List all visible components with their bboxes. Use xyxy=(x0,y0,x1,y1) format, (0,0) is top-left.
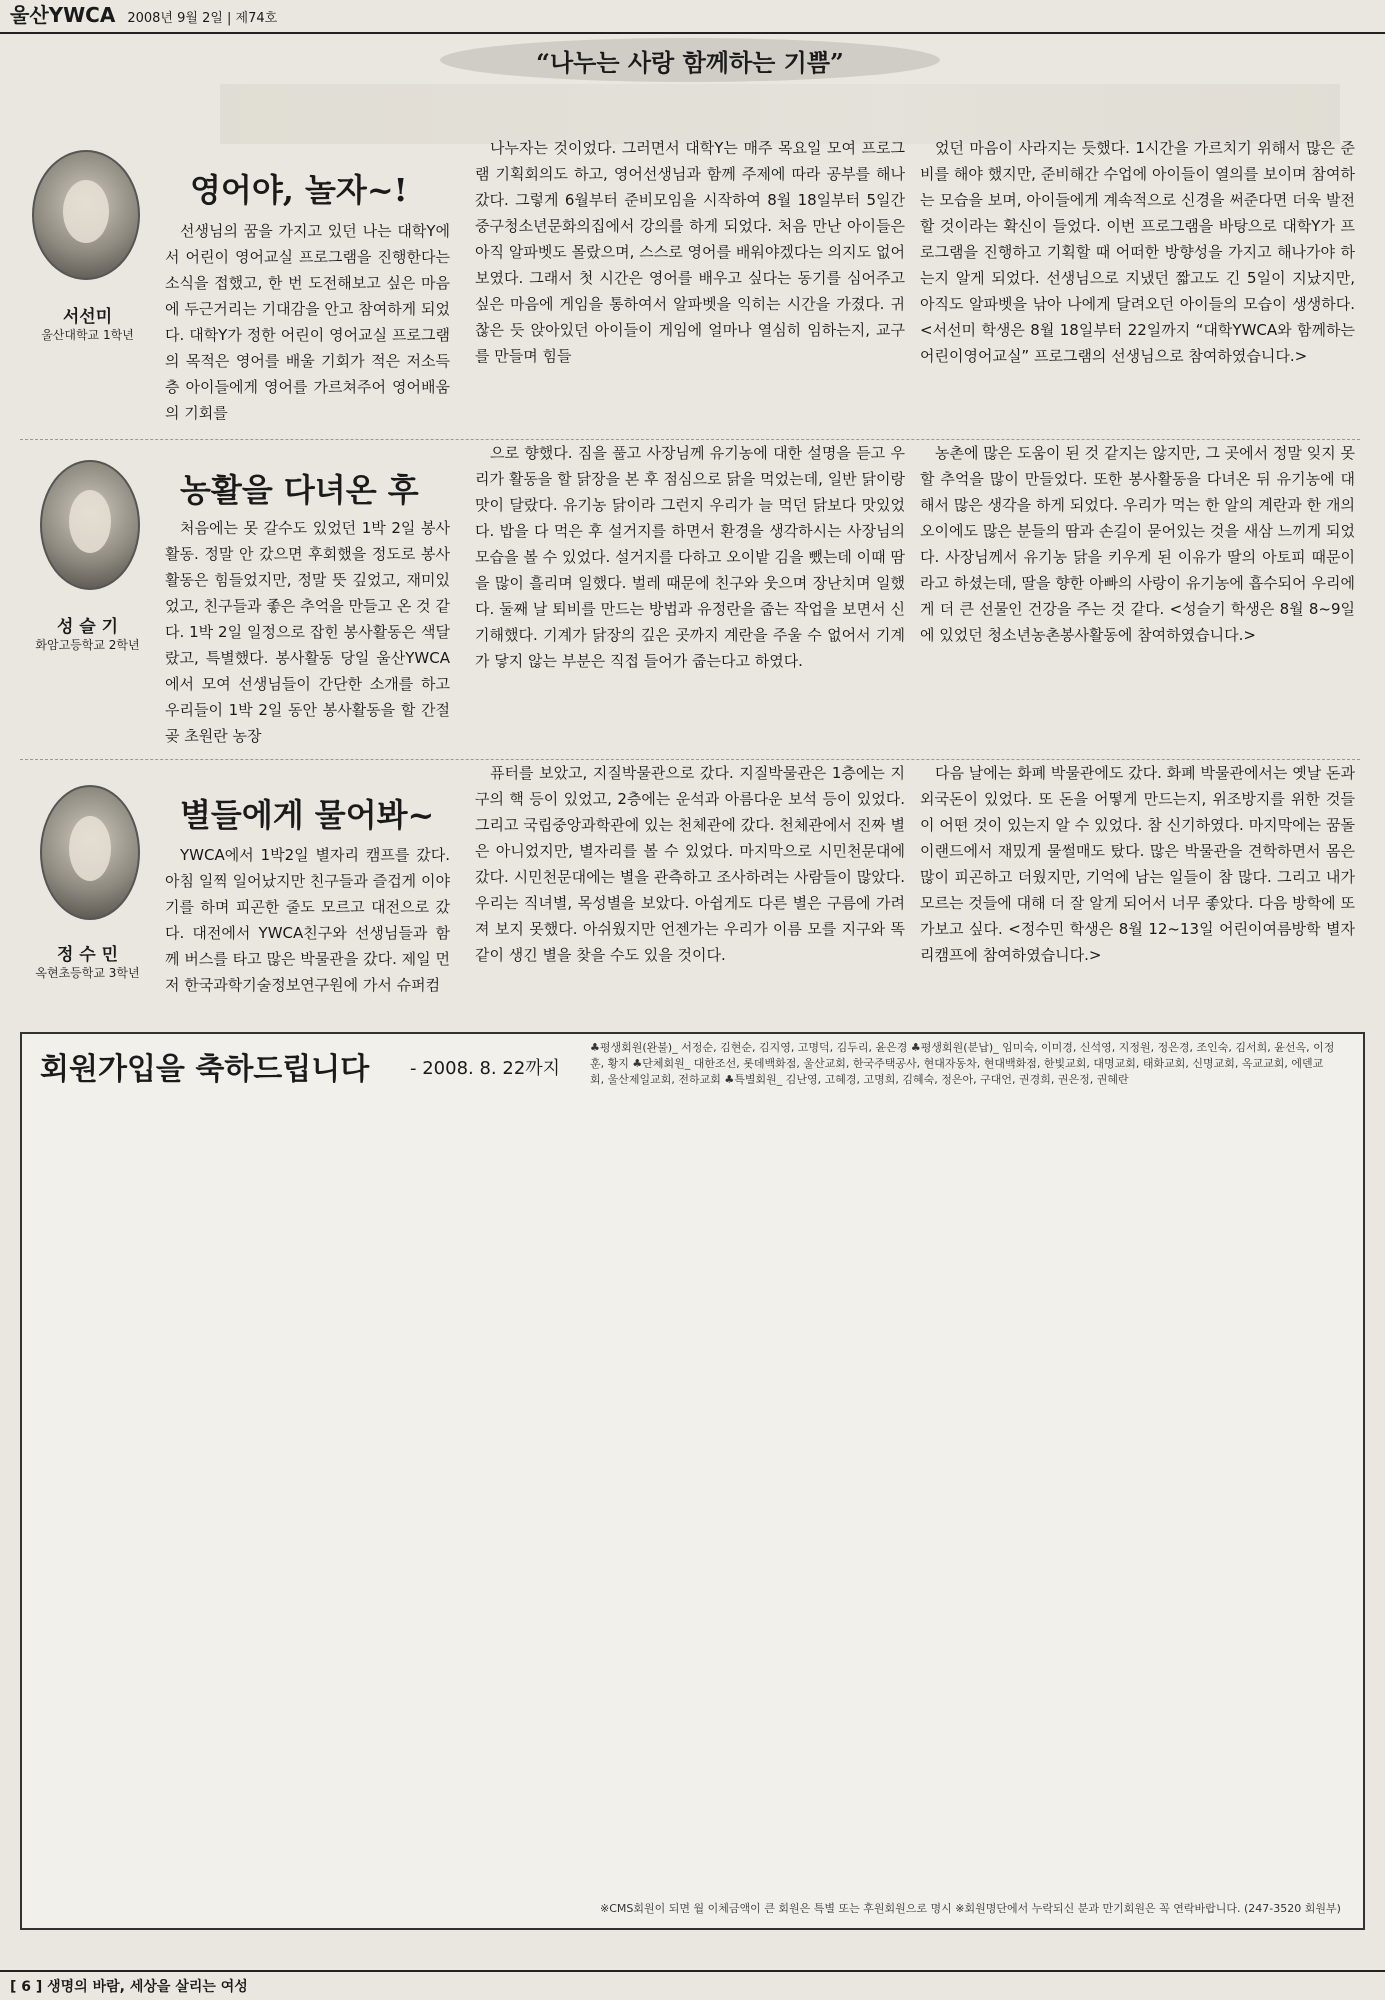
member-box-date: - 2008. 8. 22까지 xyxy=(410,1058,561,1079)
member-name-list xyxy=(40,1092,1340,1882)
author-name: 정 수 민 xyxy=(56,945,119,965)
page-footer: [ 6 ] 생명의 바람, 세상을 살리는 여성 xyxy=(0,1970,1385,2000)
member-category-list: ♣평생회원(완불)_ 서정순, 김현순, 김지영, 고명덕, 김두리, 윤은경 ♣평생회원(분납)_ 임미숙, 이미경, 신석영, 지정원, 정은경, 조인숙, 김서희, 윤선옥, 이정훈, 황지 ♣단체회원_ 대한조선, 롯데백화점, 울산교회, 한국주택공사, 현대자동차, 현대백화점, 한빛교회, 대명교회, 태화교회, 신명교회, 옥교교회, 에덴교회, 울산제일교회, 전하교회 ♣특별회원_ 김난영, 고혜경, 고명희, 김혜숙, 정은아, 구대언, 권경희, 권은정, 권혜란 xyxy=(590,1041,1335,1086)
page-header xyxy=(0,0,1385,34)
article-column-1 xyxy=(20,218,450,433)
member-box-title: 회원가입을 축하드립니다 xyxy=(40,1052,370,1087)
article-column-1 xyxy=(20,842,450,1018)
page-banner: “나누는 사랑 함께하는 기쁨” xyxy=(440,38,940,82)
article-english xyxy=(20,100,1360,440)
article-column-2 xyxy=(475,135,905,435)
issue-date: 2008년 9월 2일 | 제74호 xyxy=(127,11,278,26)
article-paragraph: 선생님의 꿈을 가지고 있던 나는 대학Y에서 어린이 영어교실 프로그램을 진행한다는 소식을 접했고, 한 번 도전해보고 싶은 마음에 두근거리는 기대감을 안고 참여하게 되었다. 대학Y가 정한 어린이 영어교실 프로그램의 목적은 영어를 배울 기회가 적은 저소득층 아이들에게 영어를 가르쳐주어 영어배움의 기회를 xyxy=(165,222,450,422)
article-column-1 xyxy=(20,515,450,755)
article-paragraph: 다음 날에는 화폐 박물관에도 갔다. 화폐 박물관에서는 옛날 돈과 외국돈이 있었다. 또 돈을 어떻게 만드는지, 위조방지를 위한 것들이 어떤 것이 있는지 알 수 있었다. 참 신기하였다. 마지막에는 꿈돌이랜드에서 재밌게 물썰매도 탔다. 많은 박물관을 견학하면서 몸은 많이 피곤하고 더웠지만, 기억에 남는 일들이 참 많다. 그리고 내가 모르는 것들에 대해 더 잘 알게 되어서 너무 좋았다. 다음 방학에 또 가보고 싶다. <정수민 학생은 8월 12~13일 어린이여름방학 별자리캠프에 참여하였습니다.> xyxy=(920,764,1355,964)
article-farm xyxy=(20,440,1360,760)
article-title: 영어야, 놀자~! xyxy=(190,171,408,209)
article-paragraph: 처음에는 못 갈수도 있었던 1박 2일 봉사활동. 정말 안 갔으면 후회했을 정도로 봉사활동은 힘들었지만, 정말 뜻 깊었고, 재미있었고, 친구들과 좋은 추억을 만들고 온 것 같다. 1박 2일 일정으로 잡힌 봉사활동은 색달랐고, 특별했다. 봉사활동 당일 울산YWCA에서 모여 선생님들이 간단한 소개를 하고 우리들이 1박 2일 동안 봉사활동을 할 간절곶 초원란 농장 xyxy=(165,519,450,745)
article-column-3 xyxy=(920,760,1355,1018)
article-column-2 xyxy=(475,760,905,1018)
article-paragraph: YWCA에서 1박2일 별자리 캠프를 갔다. 아침 일찍 일어났지만 친구들과 즐겁게 이야기를 하며 피곤한 줄도 모르고 대전으로 갔다. 대전에서 YWCA친구와 선생님들과 함께 버스를 타고 많은 박물관을 갔다. 제일 먼저 한국과학기술정보연구원에 가서 슈퍼컴 xyxy=(165,846,450,994)
article-paragraph: 퓨터를 보았고, 지질박물관으로 갔다. 지질박물관은 1층에는 지구의 핵 등이 있었고, 2층에는 운석과 아름다운 보석 등이 있었다. 그리고 국립중앙과학관에 있는 천체관에 갔다. 천체관에서 진짜 별은 아니었지만, 별자리를 볼 수 있었다. 마지막으로 시민천문대에 갔다. 시민천문대에는 별을 관측하고 조사하려는 사람들이 많았다. 우리는 직녀별, 목성별을 보았다. 아쉽게도 다른 별은 구름에 가려져 보지 못했다. 아쉬웠지만 언젠가는 우리가 이름 모를 지구와 똑같이 생긴 별을 찾을 수도 있을 것이다. xyxy=(475,764,905,964)
author-name: 서선미 xyxy=(62,307,113,327)
author-school: 옥현초등학교 3학년 xyxy=(35,966,140,980)
author-name: 성 슬 기 xyxy=(56,617,119,637)
article-title: 별들에게 물어봐~ xyxy=(180,796,435,834)
article-column-3 xyxy=(920,440,1355,755)
article-paragraph: 으로 향했다. 짐을 풀고 사장님께 유기농에 대한 설명을 듣고 우리가 활동을 할 닭장을 본 후 점심으로 닭을 먹었는데, 일반 닭이랑 맛이 달랐다. 유기농 닭이라 그런지 우리가 늘 먹던 닭보다 맛있었다. 밥을 다 먹은 후 설거지를 하면서 환경을 생각하시는 사장님의 모습을 볼 수 있었다. 설거지를 다하고 오이밭 김을 뺐는데 이때 땀을 많이 흘리며 일했다. 벌레 때문에 친구와 웃으며 장난치며 일했다. 둘째 날 퇴비를 만드는 방법과 유정란을 줍는 작업을 보면서 신기해했다. 기계가 닭장의 깊은 곳까지 계란을 주울 수 없어서 기계가 닿지 않는 부분은 직접 들어가 줍는다고 하였다. xyxy=(475,444,905,670)
member-contact-note: ※CMS회원이 되면 월 이체금액이 큰 회원은 특별 또는 후원회원으로 명시 ※회원명단에서 누락되신 분과 만기회원은 꼭 연락바랍니다. (247-3520 회원부) xyxy=(600,1902,1341,1915)
article-column-3 xyxy=(920,135,1355,435)
author-school: 화암고등학교 2학년 xyxy=(35,638,140,652)
article-title: 농활을 다녀온 후 xyxy=(180,471,419,509)
article-paragraph: 농촌에 많은 도움이 된 것 같지는 않지만, 그 곳에서 정말 잊지 못할 추억을 많이 만들었다. 또한 봉사활동을 다녀온 뒤 유기농에 대해서 많은 생각을 하게 되었다. 우리가 먹는 한 알의 계란과 한 개의 오이에도 많은 분들의 땀과 손길이 묻어있는 것을 새삼 느끼게 되었다. 사장님께서 유기농 닭을 키우게 된 이유가 딸의 아토피 때문이라고 하셨는데, 딸을 향한 아빠의 사랑이 유기농에 흡수되어 우리에게 더 큰 선물인 건강을 주는 것 같다. <성슬기 학생은 8월 8~9일에 있었던 청소년농촌봉사활동에 참여하였습니다.> xyxy=(920,444,1355,644)
author-school: 울산대학교 1학년 xyxy=(41,328,134,342)
article-stars xyxy=(20,760,1360,1022)
article-paragraph: 나누자는 것이었다. 그러면서 대학Y는 매주 목요일 모여 프로그램 기획회의도 하고, 영어선생님과 함께 주제에 따라 공부를 해나갔다. 그렇게 6월부터 준비모임을 시작하여 8월 18일부터 5일간 중구청소년문화의집에서 강의를 하게 되었다. 처음 만난 아이들은 아직 알파벳도 몰랐으며, 스스로 영어를 배워야겠다는 의지도 없어 보였다. 그래서 첫 시간은 영어를 배우고 싶다는 동기를 심어주고 싶은 마음에 게임을 통하여서 알파벳을 익히는 시간을 가졌다. 귀찮은 듯 앉아있던 아이들이 게임에 얼마나 열심히 임하는지, 교구를 만들며 힘들 xyxy=(475,139,905,365)
article-column-2 xyxy=(475,440,905,755)
article-paragraph: 었던 마음이 사라지는 듯했다. 1시간을 가르치기 위해서 많은 준비를 해야 했지만, 준비해간 수업에 아이들이 열의를 보이며 참여하는 모습을 보며, 아이들에게 계속적으로 신경을 써준다면 더욱 발전할 것이라는 확신이 들었다. 이번 프로그램을 바탕으로 대학Y가 프로그램을 진행하고 기획할 때 어떠한 방향성을 가지고 해나가야 하는지 알게 되었다. 선생님으로 지냈던 짧고도 긴 5일이 지났지만, 아직도 알파벳을 낚아 나에게 달려오던 아이들의 모습이 생생하다. <서선미 학생은 8월 18일부터 22일까지 “대학YWCA와 함께하는 어린이영어교실” 프로그램의 선생님으로 참여하였습니다.> xyxy=(920,139,1355,365)
publication-name: 울산YWCA xyxy=(10,3,116,27)
